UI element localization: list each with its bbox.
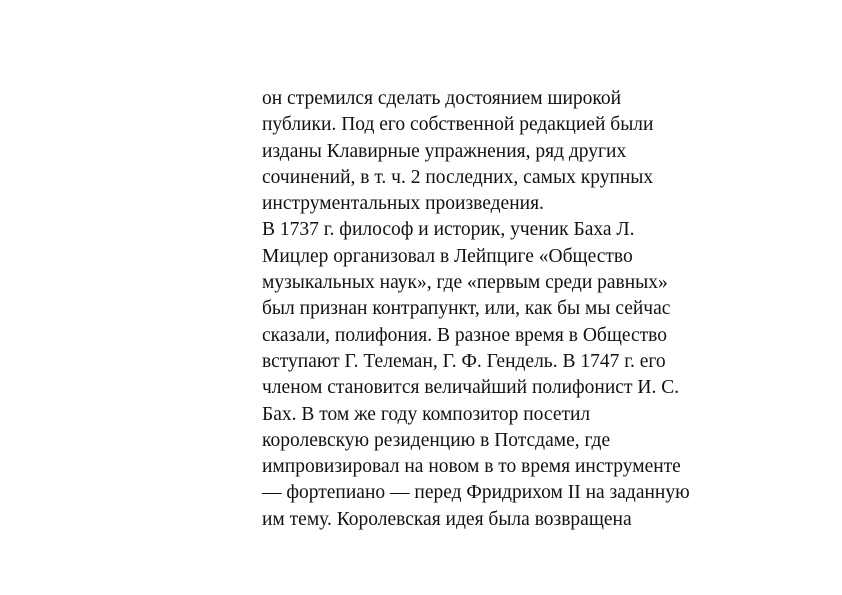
text-line: музыкальных наук», где «первым среди равных» — [262, 272, 668, 294]
body-text — [262, 86, 762, 533]
text-line: сказали, полифония. В разное время в Общество — [262, 324, 667, 346]
text-line: он стремился сделать достоянием широкой — [262, 88, 622, 109]
text-line: изданы Клавирные упражнения, ряд других — [262, 140, 627, 162]
text-line: им тему. Королевская идея была возвращена — [262, 508, 632, 530]
text-line: публики. Под его собственной редакцией были — [262, 114, 654, 136]
text-line: королевскую резиденцию в Потсдаме, где — [262, 429, 611, 451]
text-line: В 1737 г. философ и историк, ученик Баха Л. — [262, 219, 635, 241]
text-line: был признан контрапункт, или, как бы мы сейчас — [262, 298, 671, 320]
text-line: импровизировал на новом в то время инструменте — [262, 456, 681, 478]
text-line: инструментальных произведения. — [262, 193, 544, 215]
text-line: членом становится величайший полифонист И. С. — [262, 377, 680, 399]
text-line: вступают Г. Телеман, Г. Ф. Гендель. В 1747 г. его — [262, 350, 666, 372]
text-line: — фортепиано — перед Фридрихом II на заданную — [262, 482, 690, 504]
text-line: сочинений, в т. ч. 2 последних, самых крупных — [262, 166, 654, 188]
text-line: Бах. В том же году композитор посетил — [262, 403, 591, 425]
text-line: Мицлер организовал в Лейпциге «Общество — [262, 245, 633, 267]
